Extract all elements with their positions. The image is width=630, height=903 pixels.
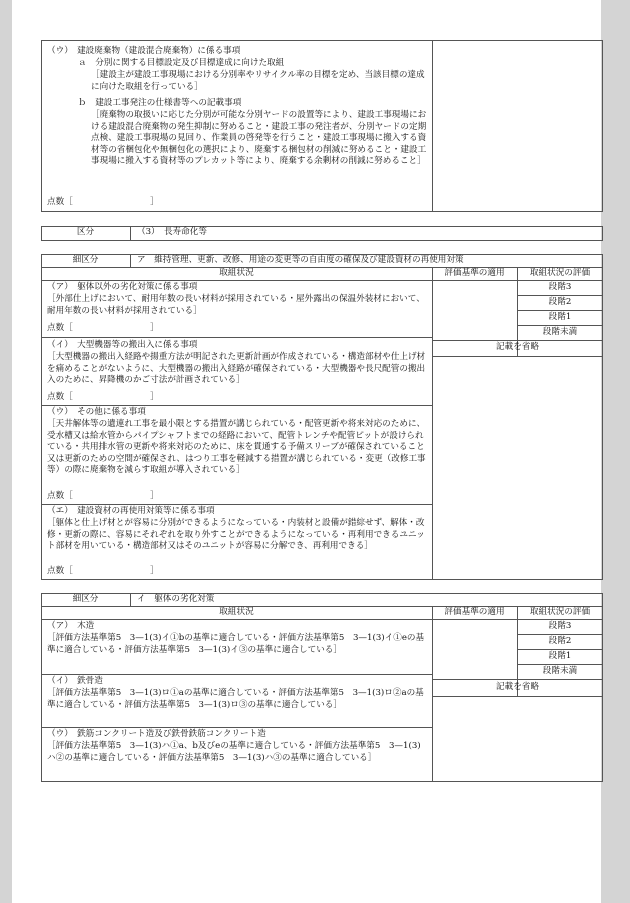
item-b-body: ［廃棄物の取扱いに応じた分別が可能な分別ヤードの設置等により、建設工事現場における建設混合廃棄物の発生抑制に努めること・建設工事の発注者が、分別ヤードの定期点検、建設工事現場の見回り、作業員の啓発等を行うこと・建設工事現場に搬入する資材等の省梱包化や無梱包化の選択により、廃棄する梱包材の削減に努めること・建設工事現場に搬入する資材等のプレカット等により、廃棄する余剰材の削減に努めること］ [91, 110, 427, 167]
table1-item-u-body: ［天井解体等の遺連れ工事を最小限とする措置が講じられている・配管更新や将来対応のために、受水槽又は給水管からパイプシャフトまでの経路において、配管トレンチや配管ピットが設けられている・共用排水管の更新や将来対応のために、床を貫通する予備スリーブが確保されていること又は更新のための空間が確保され、はつり工事を軽減する措置が講じられている・変更（改修工事等）の際に廃棄物を減らす取組が導入されている］ [47, 419, 426, 476]
kubun-value: （3） 長寿命化等 [137, 227, 207, 237]
table2-col-eval: 取組状況の評価 [529, 607, 591, 617]
table1-item-i-score[interactable]: 点数［ ］ [47, 392, 159, 402]
document-page [12, 0, 601, 903]
table1-item-e-score[interactable]: 点数［ ］ [47, 566, 159, 576]
table2-saibun-value: イ 躯体の劣化対策 [137, 594, 215, 604]
table1-item-e-body: ［躯体と仕上げ材とが容易に分別ができるようになっている・内装材と設備が錯綜せず、解体・改修・更新の際に、容易にそれぞれを取り外すことができるようになっている・再利用できるユニット部材を用いている・構造部材又はそのユニットが容易に分解でき、再利用できる］ [47, 518, 425, 552]
table1-item-a-score[interactable]: 点数［ ］ [47, 323, 159, 333]
table2-item-i-heading: （イ） 鉄骨造 [47, 676, 103, 686]
item-b-heading: ｂ 建設工事発注の仕様書等への記載事項 [78, 98, 242, 108]
table1-saibun-label: 細区分 [72, 255, 99, 265]
table1-saibun-value: ア 維持管理、更新、改修、用途の変更等の自由度の確保及び建設資材の再使用対策 [137, 255, 464, 265]
table1-eval-stage1[interactable]: 段階1 [548, 312, 572, 322]
table1-eval-below[interactable]: 段階未満 [542, 327, 578, 337]
score-field[interactable]: 点数［ ］ [47, 197, 159, 207]
table1-item-u-heading: （ウ） その他に係る事項 [47, 407, 146, 417]
table2-item-a-heading: （ア） 木造 [47, 621, 95, 631]
item-u-heading: （ウ） 建設廃棄物（建設混合廃棄物）に係る事項 [47, 46, 241, 56]
table1-eval-omit[interactable]: 記載を省略 [496, 342, 539, 352]
table2-eval-stage1[interactable]: 段階1 [548, 651, 572, 661]
table1-eval-stage2[interactable]: 段階2 [548, 297, 572, 307]
table2-item-i-body: ［評価方法基準第5 3—1(3)ロ①aの基準に適合している・評価方法基準第5 3—1(3)ロ②aの基準に適合している・評価方法基準第5 3—1(3)ロ③の基準に適合している］ [47, 688, 424, 710]
table2-eval-stage3[interactable]: 段階3 [548, 621, 572, 631]
table1-item-u-score[interactable]: 点数［ ］ [47, 491, 159, 501]
table1-col-eval: 取組状況の評価 [529, 268, 591, 278]
table2-col-apply: 評価基準の適用 [444, 607, 505, 617]
table1-col-apply: 評価基準の適用 [444, 268, 505, 278]
item-a-body: ［建設主が建設工事現場における分別率やリサイクル率の目標を定め、当該目標の達成に向けた取組を行っている］ [91, 70, 425, 92]
table1-item-e-heading: （エ） 建設資材の再使用対策等に係る事項 [47, 506, 215, 516]
table2-col-status: 取組状況 [219, 607, 254, 617]
table1-item-a-heading: （ア） 躯体以外の劣化対策に係る事項 [47, 282, 198, 292]
table2-item-a-body: ［評価方法基準第5 3—1(3)イ①bの基準に適合している・評価方法基準第5 3—1(3)イ①eの基準に適合している・評価方法基準第5 3—1(3)イ③の基準に適合している］ [47, 633, 425, 655]
table2-eval-below[interactable]: 段階未満 [542, 666, 578, 676]
table1-item-a-body: ［外部仕上げにおいて、耐用年数の長い材料が採用されている・屋外露出の保温外装材において、耐用年数の長い材料が採用されている］ [47, 294, 425, 316]
table2-saibun-label: 細区分 [72, 594, 99, 604]
table1-item-i-heading: （イ） 大型機器等の搬出入に係る事項 [47, 340, 198, 350]
table1-col-status: 取組状況 [219, 268, 254, 278]
item-a-heading: ａ 分別に関する目標設定及び目標達成に向けた取組 [78, 58, 285, 68]
table2-eval-omit[interactable]: 記載を省略 [496, 682, 539, 692]
kubun-label: 区分 [76, 227, 95, 237]
table1-eval-stage3[interactable]: 段階3 [548, 282, 572, 292]
table2-eval-stage2[interactable]: 段階2 [548, 636, 572, 646]
table2-item-u-heading: （ウ） 鉄筋コンクリート造及び鉄骨鉄筋コンクリート造 [47, 729, 266, 739]
table2-item-u-body: ［評価方法基準第5 3—1(3)ハ①a、b及びeの基準に適合している・評価方法基準第5 3—1(3)ハ②の基準に適合している・評価方法基準第5 3—1(3)ハ③の基準に適合している］ [47, 741, 421, 763]
table1-item-i-body: ［大型機器の搬出入経路や揚重方法が明記された更新計画が作成されている・構造部材や仕上げ材を痛めることがないように、大型機器の搬出入経路が確保されている・大型機器や長尺配管の搬出入のために、昇降機のかご寸法が計画されている］ [47, 352, 426, 386]
